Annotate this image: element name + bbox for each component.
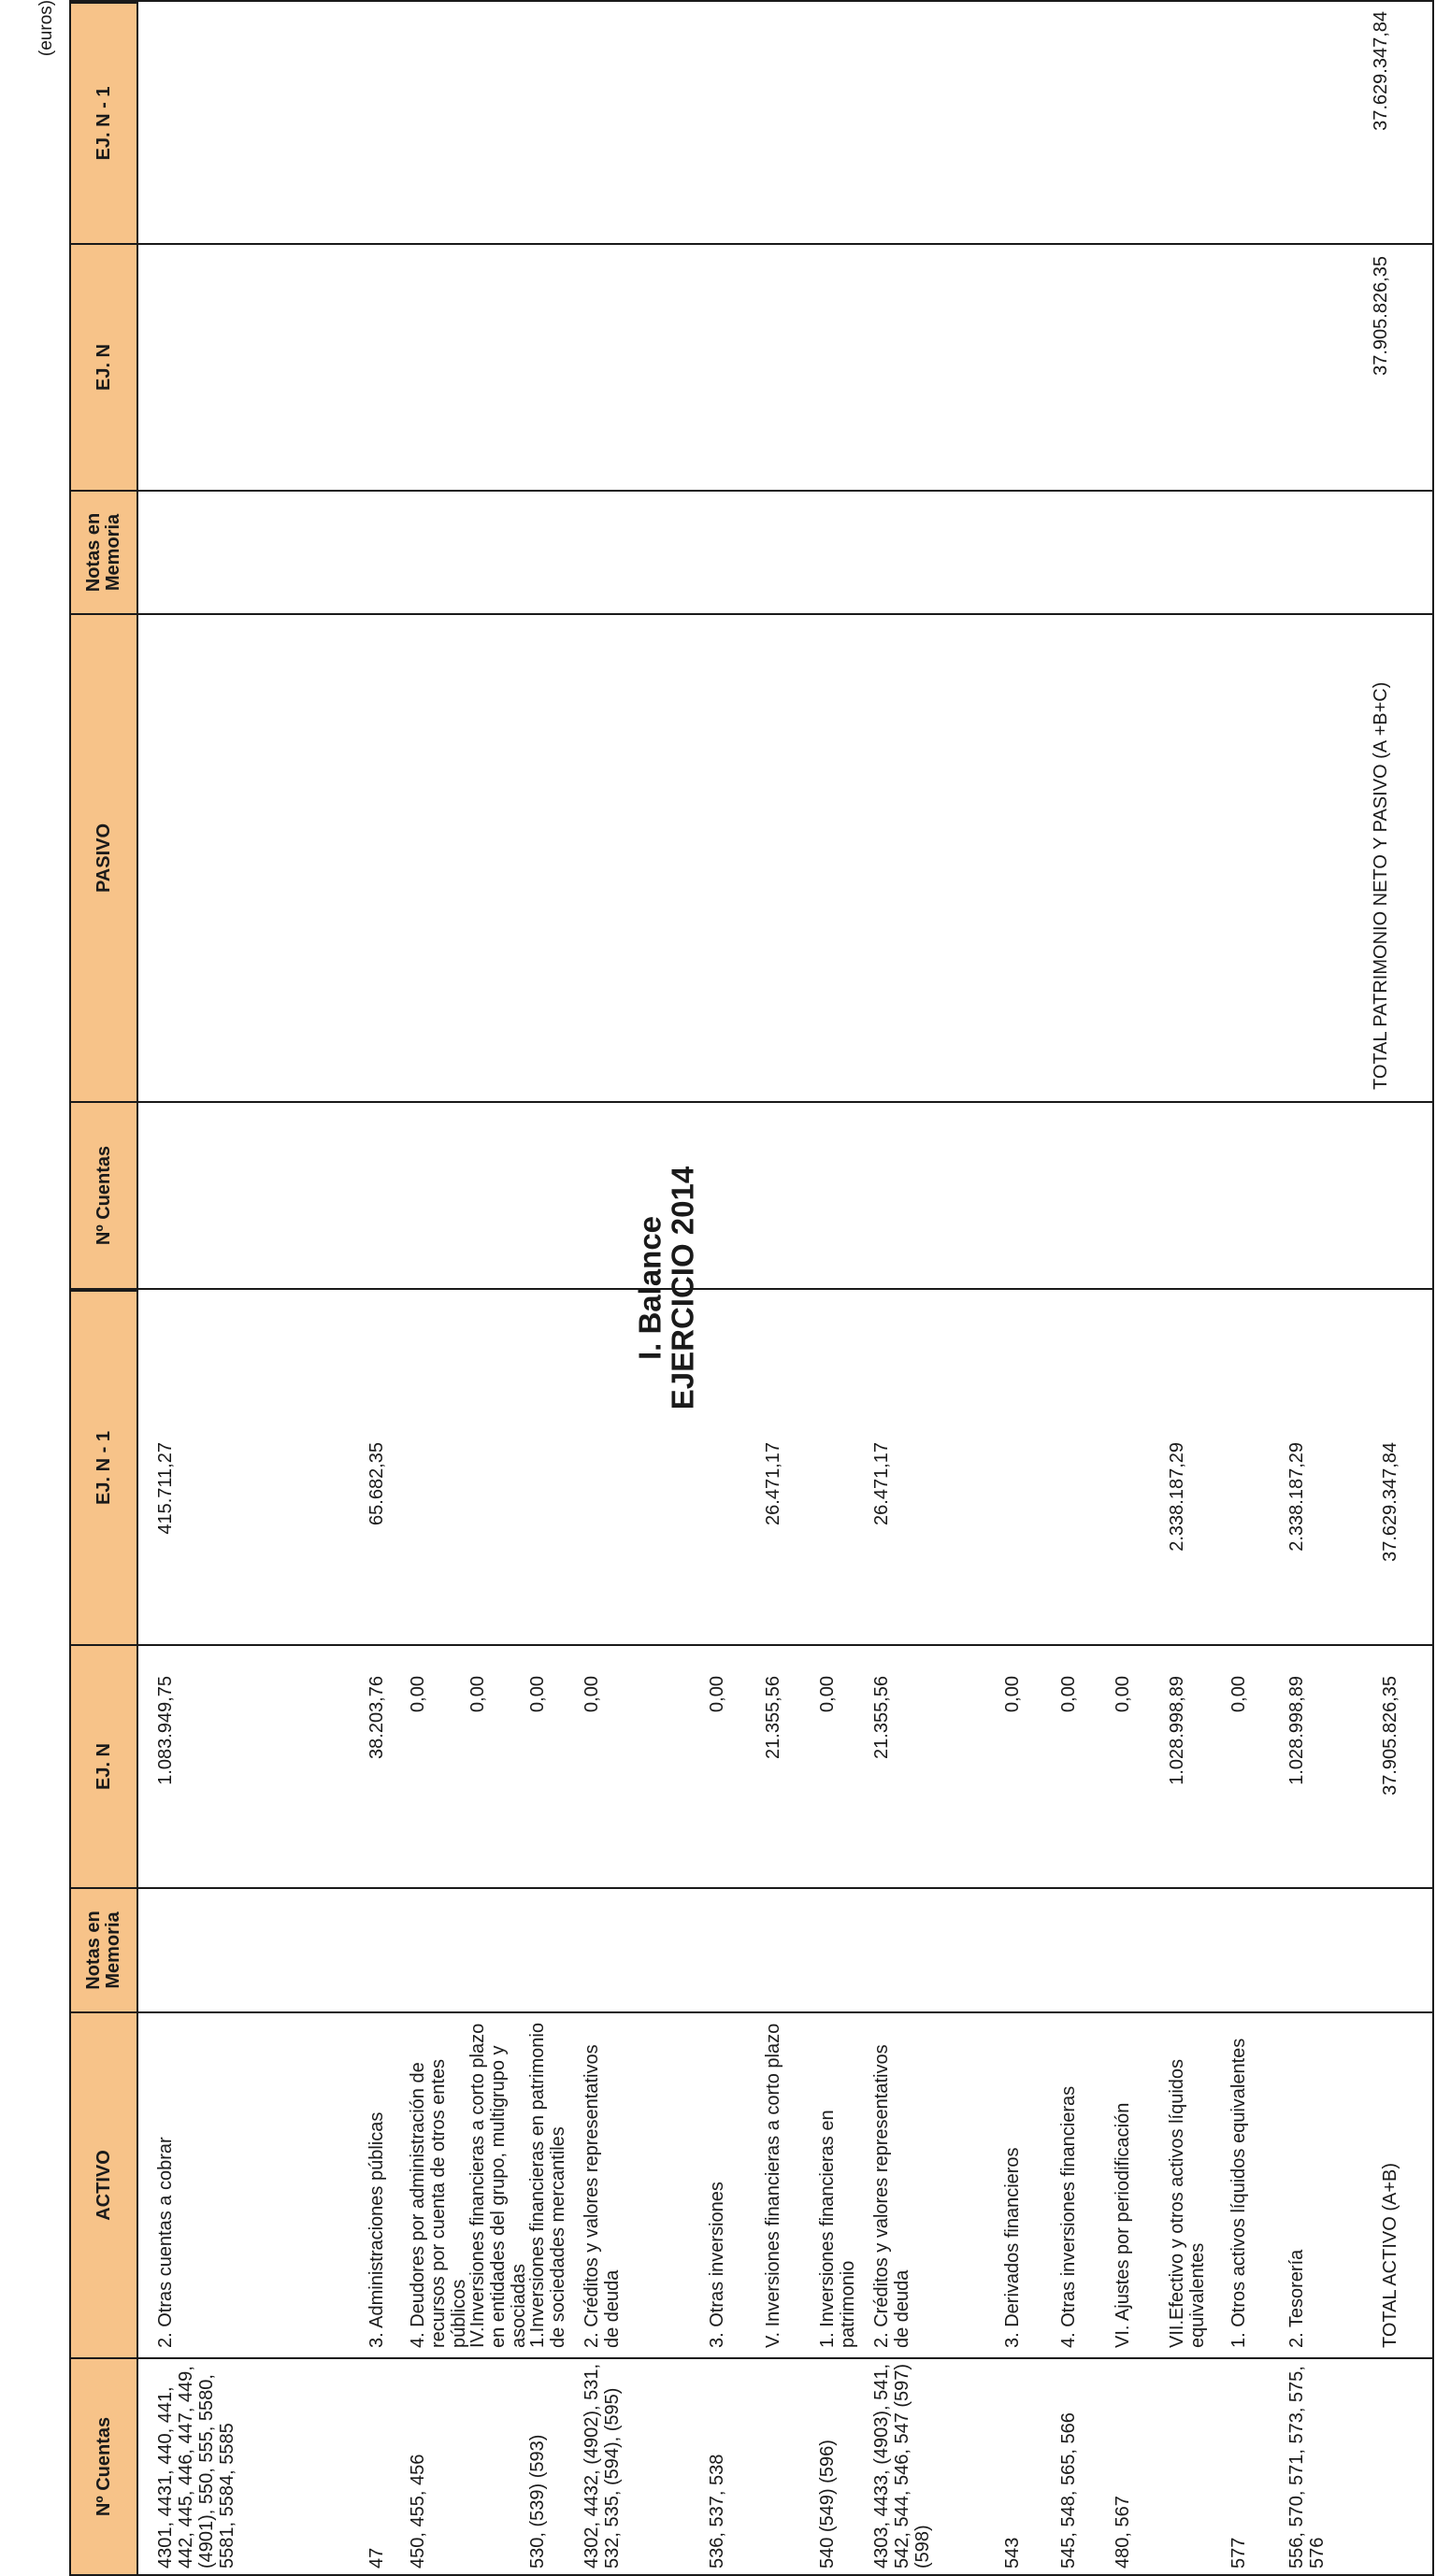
row-value-n1: 26.471,17 xyxy=(763,1442,783,1525)
row-value-n: 0,00 xyxy=(527,1676,548,1712)
row-value-n: 21.355,56 xyxy=(763,1676,783,1759)
col-divider xyxy=(138,613,1432,615)
row-value-n: 0,00 xyxy=(1058,1676,1079,1712)
header-cuentas: Nº Cuentas xyxy=(71,1101,138,1288)
row-value-n1: 415.711,27 xyxy=(155,1442,176,1535)
row-value-n: 38.203,76 xyxy=(366,1676,387,1759)
row-accounts: 4303, 4433, (4903), 541, 542, 544, 546, 547 (597) (598) xyxy=(871,2363,933,2569)
page-subtitle: EJERCICIO 2014 xyxy=(665,1166,700,1410)
row-value-n: 0,00 xyxy=(1002,1676,1023,1712)
header-notas: Notas en Memoria xyxy=(71,490,138,613)
header-ej-n: EJ. N xyxy=(71,1644,138,1887)
row-description: 4. Otras inversiones financieras xyxy=(1058,2085,1079,2348)
row-description: VI. Ajustes por periodificación xyxy=(1113,2102,1133,2348)
header-ej-n1: EJ. N - 1 xyxy=(71,2,138,243)
row-description: 1.Inversiones financieras en patrimonio de sociedades mercantiles xyxy=(527,2023,568,2348)
row-description: 3. Administraciones públicas xyxy=(366,2111,387,2348)
row-accounts: 530, (539) (593) xyxy=(527,2434,548,2569)
row-accounts: 577 xyxy=(1228,2537,1249,2569)
header-pasivo: PASIVO xyxy=(71,613,138,1101)
row-description: IV.Inversiones financieras a corto plazo en entidades del grupo, multigrupo y asociadas xyxy=(467,2023,529,2348)
row-value-n: 0,00 xyxy=(582,1676,602,1712)
row-description: 1. Otros activos líquidos equivalentes xyxy=(1228,2038,1249,2348)
total-activo-n: 37.905.826,35 xyxy=(1380,1676,1400,1796)
row-accounts: 47 xyxy=(366,2547,387,2569)
row-description: 4. Deudores por administración de recursos por cuenta de otros entes públicos xyxy=(408,2058,469,2348)
row-value-n: 0,00 xyxy=(1228,1676,1249,1712)
unit-note: (euros) xyxy=(36,0,56,57)
row-accounts: 545, 548, 565, 566 xyxy=(1058,2412,1079,2569)
col-divider xyxy=(138,243,1432,245)
row-value-n: 0,00 xyxy=(817,1676,838,1712)
row-description: 3. Otras inversiones xyxy=(707,2182,727,2348)
row-value-n1: 26.471,17 xyxy=(871,1442,892,1525)
row-description: V. Inversiones financieras a corto plazo xyxy=(763,2023,783,2348)
row-accounts: 450, 455, 456 xyxy=(408,2454,428,2569)
col-divider xyxy=(138,2011,1432,2013)
activo-panel xyxy=(69,1288,1434,2576)
row-description: 2. Otras cuentas a cobrar xyxy=(155,2137,176,2348)
row-description: 3. Derivados financieros xyxy=(1002,2147,1023,2348)
pasivo-panel xyxy=(69,0,1434,1290)
row-value-n: 0,00 xyxy=(1113,1676,1133,1712)
header-notas: Notas en Memoria xyxy=(71,1887,138,2011)
page-title: I. Balance xyxy=(632,1215,668,1361)
col-divider xyxy=(138,490,1432,492)
row-description: 2. Créditos y valores representativos de deuda xyxy=(871,2044,912,2348)
balance-table xyxy=(69,0,1434,2576)
total-activo-label: TOTAL ACTIVO (A+B) xyxy=(1380,2162,1400,2348)
row-value-n1: 65.682,35 xyxy=(366,1442,387,1525)
row-value-n: 0,00 xyxy=(467,1676,488,1712)
row-accounts: 543 xyxy=(1002,2537,1023,2569)
row-value-n: 21.355,56 xyxy=(871,1676,892,1759)
row-value-n: 1.028.998,89 xyxy=(1167,1676,1187,1785)
row-description: 2. Tesorería xyxy=(1286,2249,1307,2348)
row-value-n: 0,00 xyxy=(408,1676,428,1712)
col-divider xyxy=(138,1887,1432,1889)
total-pasivo-n: 37.905.826,35 xyxy=(1371,256,1391,376)
row-accounts: 480, 567 xyxy=(1113,2496,1133,2569)
row-description: 1. Inversiones financieras en patrimonio xyxy=(817,2110,858,2348)
row-description: VII.Efectivo y otros activos líquidos equivalentes xyxy=(1167,2058,1208,2348)
total-activo-n1: 37.629.347,84 xyxy=(1380,1442,1400,1562)
col-divider xyxy=(138,1644,1432,1646)
row-accounts: 556, 570, 571, 573, 575, 576 xyxy=(1286,2366,1328,2569)
row-value-n: 0,00 xyxy=(707,1676,727,1712)
col-divider xyxy=(138,2357,1432,2359)
row-accounts: 536, 537, 538 xyxy=(707,2454,727,2569)
row-accounts: 4301, 4431, 440, 441, 442, 445, 446, 447, 449, (4901), 550, 555, 5580, 5581, 5584, 5585 xyxy=(155,2366,237,2569)
row-value-n: 1.028.998,89 xyxy=(1286,1676,1307,1785)
row-value-n1: 2.338.187,29 xyxy=(1286,1442,1307,1552)
header-activo: ACTIVO xyxy=(71,2011,138,2357)
total-pasivo-label: TOTAL PATRIMONIO NETO Y PASIVO (A +B+C) xyxy=(1371,681,1391,1090)
total-pasivo-n1: 37.629.347,84 xyxy=(1371,11,1391,131)
header-ej-n1: EJ. N - 1 xyxy=(71,1290,138,1644)
header-ej-n: EJ. N xyxy=(71,243,138,490)
row-value-n: 1.083.949,75 xyxy=(155,1676,176,1785)
row-accounts: 540 (549) (596) xyxy=(817,2440,838,2569)
row-description: 2. Créditos y valores representativos de deuda xyxy=(582,2044,623,2348)
row-value-n1: 2.338.187,29 xyxy=(1167,1442,1187,1552)
col-divider xyxy=(138,1101,1432,1103)
header-cuentas: Nº Cuentas xyxy=(71,2357,138,2574)
row-accounts: 4302, 4432, (4902), 531, 532, 535, (594), (595) xyxy=(582,2363,623,2569)
